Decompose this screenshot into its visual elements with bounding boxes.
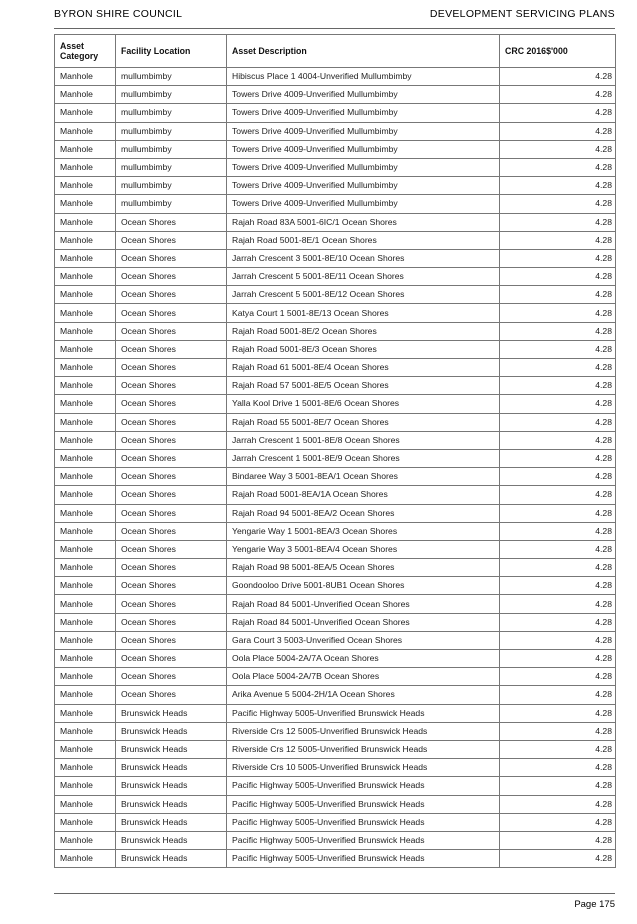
cell-asset-category: Manhole bbox=[55, 595, 116, 613]
table-row bbox=[55, 68, 616, 86]
table-row bbox=[55, 486, 616, 504]
cell-asset-description: Towers Drive 4009-Unverified Mullumbimby bbox=[227, 104, 500, 122]
cell-asset-description: Yalla Kool Drive 1 5001-8E/6 Ocean Shores bbox=[227, 395, 500, 413]
cell-asset-category: Manhole bbox=[55, 631, 116, 649]
table-row bbox=[55, 795, 616, 813]
cell-facility-location: Brunswick Heads bbox=[116, 740, 227, 758]
cell-asset-description: Rajah Road 84 5001-Unverified Ocean Shores bbox=[227, 613, 500, 631]
cell-crc-value: 4.28 bbox=[500, 413, 616, 431]
cell-asset-description: Jarrah Crescent 5 5001-8E/11 Ocean Shores bbox=[227, 268, 500, 286]
cell-crc-value: 4.28 bbox=[500, 140, 616, 158]
cell-asset-category: Manhole bbox=[55, 813, 116, 831]
cell-facility-location: Ocean Shores bbox=[116, 668, 227, 686]
cell-facility-location: Brunswick Heads bbox=[116, 850, 227, 868]
cell-asset-description: Rajah Road 55 5001-8E/7 Ocean Shores bbox=[227, 413, 500, 431]
cell-facility-location: Ocean Shores bbox=[116, 540, 227, 558]
page-number: Page 175 bbox=[574, 899, 615, 910]
table-row bbox=[55, 722, 616, 740]
table-row bbox=[55, 613, 616, 631]
table-row bbox=[55, 759, 616, 777]
cell-asset-description: Arika Avenue 5 5004-2H/1A Ocean Shores bbox=[227, 686, 500, 704]
cell-asset-description: Pacific Highway 5005-Unverified Brunswick Heads bbox=[227, 831, 500, 849]
cell-asset-category: Manhole bbox=[55, 431, 116, 449]
cell-crc-value: 4.28 bbox=[500, 104, 616, 122]
table-row bbox=[55, 449, 616, 467]
cell-asset-category: Manhole bbox=[55, 686, 116, 704]
cell-facility-location: Brunswick Heads bbox=[116, 777, 227, 795]
table-row bbox=[55, 395, 616, 413]
cell-crc-value: 4.28 bbox=[500, 686, 616, 704]
cell-facility-location: Ocean Shores bbox=[116, 340, 227, 358]
table-row bbox=[55, 504, 616, 522]
table-row bbox=[55, 631, 616, 649]
cell-asset-category: Manhole bbox=[55, 486, 116, 504]
cell-crc-value: 4.28 bbox=[500, 704, 616, 722]
cell-facility-location: Ocean Shores bbox=[116, 231, 227, 249]
cell-asset-category: Manhole bbox=[55, 177, 116, 195]
cell-crc-value: 4.28 bbox=[500, 268, 616, 286]
cell-asset-description: Bindaree Way 3 5001-8EA/1 Ocean Shores bbox=[227, 468, 500, 486]
cell-asset-description: Pacific Highway 5005-Unverified Brunswick Heads bbox=[227, 704, 500, 722]
table-row bbox=[55, 231, 616, 249]
cell-asset-category: Manhole bbox=[55, 86, 116, 104]
cell-facility-location: mullumbimby bbox=[116, 177, 227, 195]
header-divider bbox=[54, 28, 615, 29]
cell-asset-category: Manhole bbox=[55, 777, 116, 795]
document-title: DEVELOPMENT SERVICING PLANS bbox=[429, 8, 615, 20]
cell-crc-value: 4.28 bbox=[500, 831, 616, 849]
cell-asset-description: Towers Drive 4009-Unverified Mullumbimby bbox=[227, 195, 500, 213]
table-row bbox=[55, 813, 616, 831]
cell-asset-description: Rajah Road 98 5001-8EA/5 Ocean Shores bbox=[227, 559, 500, 577]
cell-crc-value: 4.28 bbox=[500, 504, 616, 522]
cell-asset-category: Manhole bbox=[55, 304, 116, 322]
table-row bbox=[55, 86, 616, 104]
cell-asset-category: Manhole bbox=[55, 468, 116, 486]
table-row bbox=[55, 559, 616, 577]
cell-facility-location: Ocean Shores bbox=[116, 449, 227, 467]
cell-asset-category: Manhole bbox=[55, 613, 116, 631]
cell-facility-location: Ocean Shores bbox=[116, 395, 227, 413]
cell-asset-category: Manhole bbox=[55, 759, 116, 777]
cell-crc-value: 4.28 bbox=[500, 177, 616, 195]
cell-asset-category: Manhole bbox=[55, 395, 116, 413]
council-name: BYRON SHIRE COUNCIL bbox=[54, 8, 183, 20]
cell-asset-description: Hibiscus Place 1 4004-Unverified Mullumbimby bbox=[227, 68, 500, 86]
column-header-facility-location: Facility Location bbox=[116, 35, 227, 68]
table-row bbox=[55, 468, 616, 486]
cell-asset-description: Rajah Road 83A 5001-6IC/1 Ocean Shores bbox=[227, 213, 500, 231]
cell-asset-description: Katya Court 1 5001-8E/13 Ocean Shores bbox=[227, 304, 500, 322]
footer-divider bbox=[54, 893, 615, 894]
cell-asset-description: Towers Drive 4009-Unverified Mullumbimby bbox=[227, 86, 500, 104]
cell-facility-location: Ocean Shores bbox=[116, 304, 227, 322]
table-row bbox=[55, 831, 616, 849]
table-row bbox=[55, 577, 616, 595]
cell-asset-description: Oola Place 5004-2A/7B Ocean Shores bbox=[227, 668, 500, 686]
cell-asset-description: Rajah Road 5001-8E/1 Ocean Shores bbox=[227, 231, 500, 249]
cell-facility-location: Ocean Shores bbox=[116, 249, 227, 267]
cell-facility-location: Ocean Shores bbox=[116, 613, 227, 631]
table-row bbox=[55, 158, 616, 176]
cell-facility-location: Ocean Shores bbox=[116, 577, 227, 595]
cell-asset-category: Manhole bbox=[55, 322, 116, 340]
cell-facility-location: Ocean Shores bbox=[116, 468, 227, 486]
cell-asset-description: Rajah Road 57 5001-8E/5 Ocean Shores bbox=[227, 377, 500, 395]
cell-asset-description: Towers Drive 4009-Unverified Mullumbimby bbox=[227, 158, 500, 176]
cell-asset-category: Manhole bbox=[55, 213, 116, 231]
cell-asset-category: Manhole bbox=[55, 158, 116, 176]
cell-crc-value: 4.28 bbox=[500, 740, 616, 758]
cell-asset-description: Rajah Road 5001-8E/3 Ocean Shores bbox=[227, 340, 500, 358]
cell-asset-category: Manhole bbox=[55, 504, 116, 522]
cell-facility-location: mullumbimby bbox=[116, 195, 227, 213]
cell-asset-category: Manhole bbox=[55, 122, 116, 140]
cell-crc-value: 4.28 bbox=[500, 195, 616, 213]
table-row bbox=[55, 595, 616, 613]
table-row bbox=[55, 340, 616, 358]
cell-asset-category: Manhole bbox=[55, 522, 116, 540]
table-row bbox=[55, 850, 616, 868]
table-row bbox=[55, 686, 616, 704]
cell-asset-description: Riverside Crs 12 5005-Unverified Brunswick Heads bbox=[227, 740, 500, 758]
cell-crc-value: 4.28 bbox=[500, 486, 616, 504]
cell-asset-category: Manhole bbox=[55, 559, 116, 577]
cell-facility-location: Ocean Shores bbox=[116, 559, 227, 577]
cell-crc-value: 4.28 bbox=[500, 322, 616, 340]
cell-crc-value: 4.28 bbox=[500, 759, 616, 777]
table-row bbox=[55, 122, 616, 140]
cell-asset-description: Rajah Road 84 5001-Unverified Ocean Shores bbox=[227, 595, 500, 613]
table-row bbox=[55, 249, 616, 267]
cell-facility-location: Ocean Shores bbox=[116, 213, 227, 231]
table-row bbox=[55, 540, 616, 558]
cell-crc-value: 4.28 bbox=[500, 613, 616, 631]
cell-facility-location: mullumbimby bbox=[116, 86, 227, 104]
cell-asset-description: Rajah Road 5001-8E/2 Ocean Shores bbox=[227, 322, 500, 340]
cell-asset-description: Goondooloo Drive 5001-8UB1 Ocean Shores bbox=[227, 577, 500, 595]
cell-asset-category: Manhole bbox=[55, 722, 116, 740]
table-row bbox=[55, 359, 616, 377]
cell-facility-location: Ocean Shores bbox=[116, 377, 227, 395]
cell-asset-description: Riverside Crs 10 5005-Unverified Brunswick Heads bbox=[227, 759, 500, 777]
cell-asset-description: Pacific Highway 5005-Unverified Brunswick Heads bbox=[227, 777, 500, 795]
cell-facility-location: Ocean Shores bbox=[116, 286, 227, 304]
column-header-asset-description: Asset Description bbox=[227, 35, 500, 68]
cell-facility-location: Ocean Shores bbox=[116, 595, 227, 613]
cell-asset-category: Manhole bbox=[55, 195, 116, 213]
cell-asset-description: Rajah Road 61 5001-8E/4 Ocean Shores bbox=[227, 359, 500, 377]
table-row bbox=[55, 777, 616, 795]
cell-crc-value: 4.28 bbox=[500, 631, 616, 649]
cell-crc-value: 4.28 bbox=[500, 449, 616, 467]
table-row bbox=[55, 431, 616, 449]
table-row bbox=[55, 195, 616, 213]
table-row bbox=[55, 650, 616, 668]
cell-asset-category: Manhole bbox=[55, 650, 116, 668]
table-row bbox=[55, 322, 616, 340]
cell-facility-location: Ocean Shores bbox=[116, 504, 227, 522]
cell-asset-description: Towers Drive 4009-Unverified Mullumbimby bbox=[227, 122, 500, 140]
cell-asset-category: Manhole bbox=[55, 140, 116, 158]
column-header-asset-category bbox=[55, 35, 116, 68]
cell-facility-location: Brunswick Heads bbox=[116, 813, 227, 831]
table-row bbox=[55, 668, 616, 686]
cell-crc-value: 4.28 bbox=[500, 231, 616, 249]
cell-crc-value: 4.28 bbox=[500, 468, 616, 486]
cell-asset-description: Towers Drive 4009-Unverified Mullumbimby bbox=[227, 177, 500, 195]
cell-asset-category: Manhole bbox=[55, 740, 116, 758]
cell-asset-category: Manhole bbox=[55, 249, 116, 267]
table-row bbox=[55, 522, 616, 540]
cell-asset-description: Rajah Road 94 5001-8EA/2 Ocean Shores bbox=[227, 504, 500, 522]
cell-crc-value: 4.28 bbox=[500, 158, 616, 176]
column-header-crc: CRC 2016$'000 bbox=[500, 35, 616, 68]
cell-crc-value: 4.28 bbox=[500, 122, 616, 140]
cell-crc-value: 4.28 bbox=[500, 522, 616, 540]
cell-facility-location: Ocean Shores bbox=[116, 431, 227, 449]
cell-facility-location: Ocean Shores bbox=[116, 631, 227, 649]
cell-asset-description: Jarrah Crescent 5 5001-8E/12 Ocean Shores bbox=[227, 286, 500, 304]
table-row bbox=[55, 286, 616, 304]
cell-facility-location: mullumbimby bbox=[116, 68, 227, 86]
cell-asset-category: Manhole bbox=[55, 704, 116, 722]
cell-asset-category: Manhole bbox=[55, 831, 116, 849]
cell-crc-value: 4.28 bbox=[500, 559, 616, 577]
cell-facility-location: mullumbimby bbox=[116, 122, 227, 140]
table-row bbox=[55, 704, 616, 722]
table-header-row bbox=[55, 35, 616, 68]
cell-facility-location: Ocean Shores bbox=[116, 486, 227, 504]
table-row bbox=[55, 104, 616, 122]
cell-facility-location: Brunswick Heads bbox=[116, 759, 227, 777]
cell-crc-value: 4.28 bbox=[500, 68, 616, 86]
cell-asset-category: Manhole bbox=[55, 850, 116, 868]
cell-asset-category: Manhole bbox=[55, 104, 116, 122]
asset-table bbox=[54, 34, 616, 868]
cell-facility-location: Brunswick Heads bbox=[116, 704, 227, 722]
cell-facility-location: mullumbimby bbox=[116, 140, 227, 158]
table-row bbox=[55, 140, 616, 158]
cell-facility-location: Ocean Shores bbox=[116, 686, 227, 704]
cell-asset-category: Manhole bbox=[55, 268, 116, 286]
cell-crc-value: 4.28 bbox=[500, 540, 616, 558]
cell-asset-description: Oola Place 5004-2A/7A Ocean Shores bbox=[227, 650, 500, 668]
cell-facility-location: Ocean Shores bbox=[116, 522, 227, 540]
cell-crc-value: 4.28 bbox=[500, 213, 616, 231]
cell-crc-value: 4.28 bbox=[500, 577, 616, 595]
cell-asset-category: Manhole bbox=[55, 449, 116, 467]
cell-asset-category: Manhole bbox=[55, 68, 116, 86]
cell-asset-description: Yengarie Way 3 5001-8EA/4 Ocean Shores bbox=[227, 540, 500, 558]
cell-crc-value: 4.28 bbox=[500, 249, 616, 267]
cell-crc-value: 4.28 bbox=[500, 795, 616, 813]
cell-asset-category: Manhole bbox=[55, 540, 116, 558]
cell-asset-category: Manhole bbox=[55, 340, 116, 358]
cell-crc-value: 4.28 bbox=[500, 377, 616, 395]
cell-asset-category: Manhole bbox=[55, 377, 116, 395]
cell-facility-location: Ocean Shores bbox=[116, 413, 227, 431]
cell-asset-description: Rajah Road 5001-8EA/1A Ocean Shores bbox=[227, 486, 500, 504]
cell-facility-location: Brunswick Heads bbox=[116, 795, 227, 813]
table-row bbox=[55, 413, 616, 431]
cell-crc-value: 4.28 bbox=[500, 304, 616, 322]
cell-asset-description: Pacific Highway 5005-Unverified Brunswick Heads bbox=[227, 850, 500, 868]
cell-crc-value: 4.28 bbox=[500, 431, 616, 449]
cell-asset-description: Towers Drive 4009-Unverified Mullumbimby bbox=[227, 140, 500, 158]
cell-facility-location: mullumbimby bbox=[116, 158, 227, 176]
table-row bbox=[55, 377, 616, 395]
cell-facility-location: mullumbimby bbox=[116, 104, 227, 122]
cell-crc-value: 4.28 bbox=[500, 850, 616, 868]
asset-category-header-text: Asset Category bbox=[60, 41, 99, 61]
table-row bbox=[55, 304, 616, 322]
cell-crc-value: 4.28 bbox=[500, 595, 616, 613]
cell-asset-description: Gara Court 3 5003-Unverified Ocean Shores bbox=[227, 631, 500, 649]
cell-crc-value: 4.28 bbox=[500, 86, 616, 104]
cell-facility-location: Ocean Shores bbox=[116, 359, 227, 377]
cell-facility-location: Brunswick Heads bbox=[116, 831, 227, 849]
cell-facility-location: Ocean Shores bbox=[116, 322, 227, 340]
cell-asset-description: Jarrah Crescent 1 5001-8E/9 Ocean Shores bbox=[227, 449, 500, 467]
cell-crc-value: 4.28 bbox=[500, 395, 616, 413]
cell-asset-category: Manhole bbox=[55, 231, 116, 249]
cell-crc-value: 4.28 bbox=[500, 650, 616, 668]
cell-crc-value: 4.28 bbox=[500, 359, 616, 377]
cell-facility-location: Ocean Shores bbox=[116, 268, 227, 286]
cell-asset-category: Manhole bbox=[55, 577, 116, 595]
cell-asset-category: Manhole bbox=[55, 413, 116, 431]
cell-asset-description: Jarrah Crescent 1 5001-8E/8 Ocean Shores bbox=[227, 431, 500, 449]
cell-asset-category: Manhole bbox=[55, 359, 116, 377]
cell-crc-value: 4.28 bbox=[500, 668, 616, 686]
table-row bbox=[55, 268, 616, 286]
cell-crc-value: 4.28 bbox=[500, 722, 616, 740]
page-header bbox=[54, 8, 615, 28]
cell-asset-description: Jarrah Crescent 3 5001-8E/10 Ocean Shores bbox=[227, 249, 500, 267]
table-row bbox=[55, 213, 616, 231]
cell-crc-value: 4.28 bbox=[500, 286, 616, 304]
cell-facility-location: Ocean Shores bbox=[116, 650, 227, 668]
cell-asset-category: Manhole bbox=[55, 795, 116, 813]
cell-asset-description: Pacific Highway 5005-Unverified Brunswick Heads bbox=[227, 813, 500, 831]
cell-asset-description: Riverside Crs 12 5005-Unverified Brunswick Heads bbox=[227, 722, 500, 740]
cell-crc-value: 4.28 bbox=[500, 340, 616, 358]
cell-asset-description: Yengarie Way 1 5001-8EA/3 Ocean Shores bbox=[227, 522, 500, 540]
cell-asset-category: Manhole bbox=[55, 668, 116, 686]
table-row bbox=[55, 740, 616, 758]
cell-asset-category: Manhole bbox=[55, 286, 116, 304]
table-row bbox=[55, 177, 616, 195]
cell-crc-value: 4.28 bbox=[500, 777, 616, 795]
table-body bbox=[55, 68, 616, 868]
cell-facility-location: Brunswick Heads bbox=[116, 722, 227, 740]
cell-crc-value: 4.28 bbox=[500, 813, 616, 831]
cell-asset-description: Pacific Highway 5005-Unverified Brunswick Heads bbox=[227, 795, 500, 813]
